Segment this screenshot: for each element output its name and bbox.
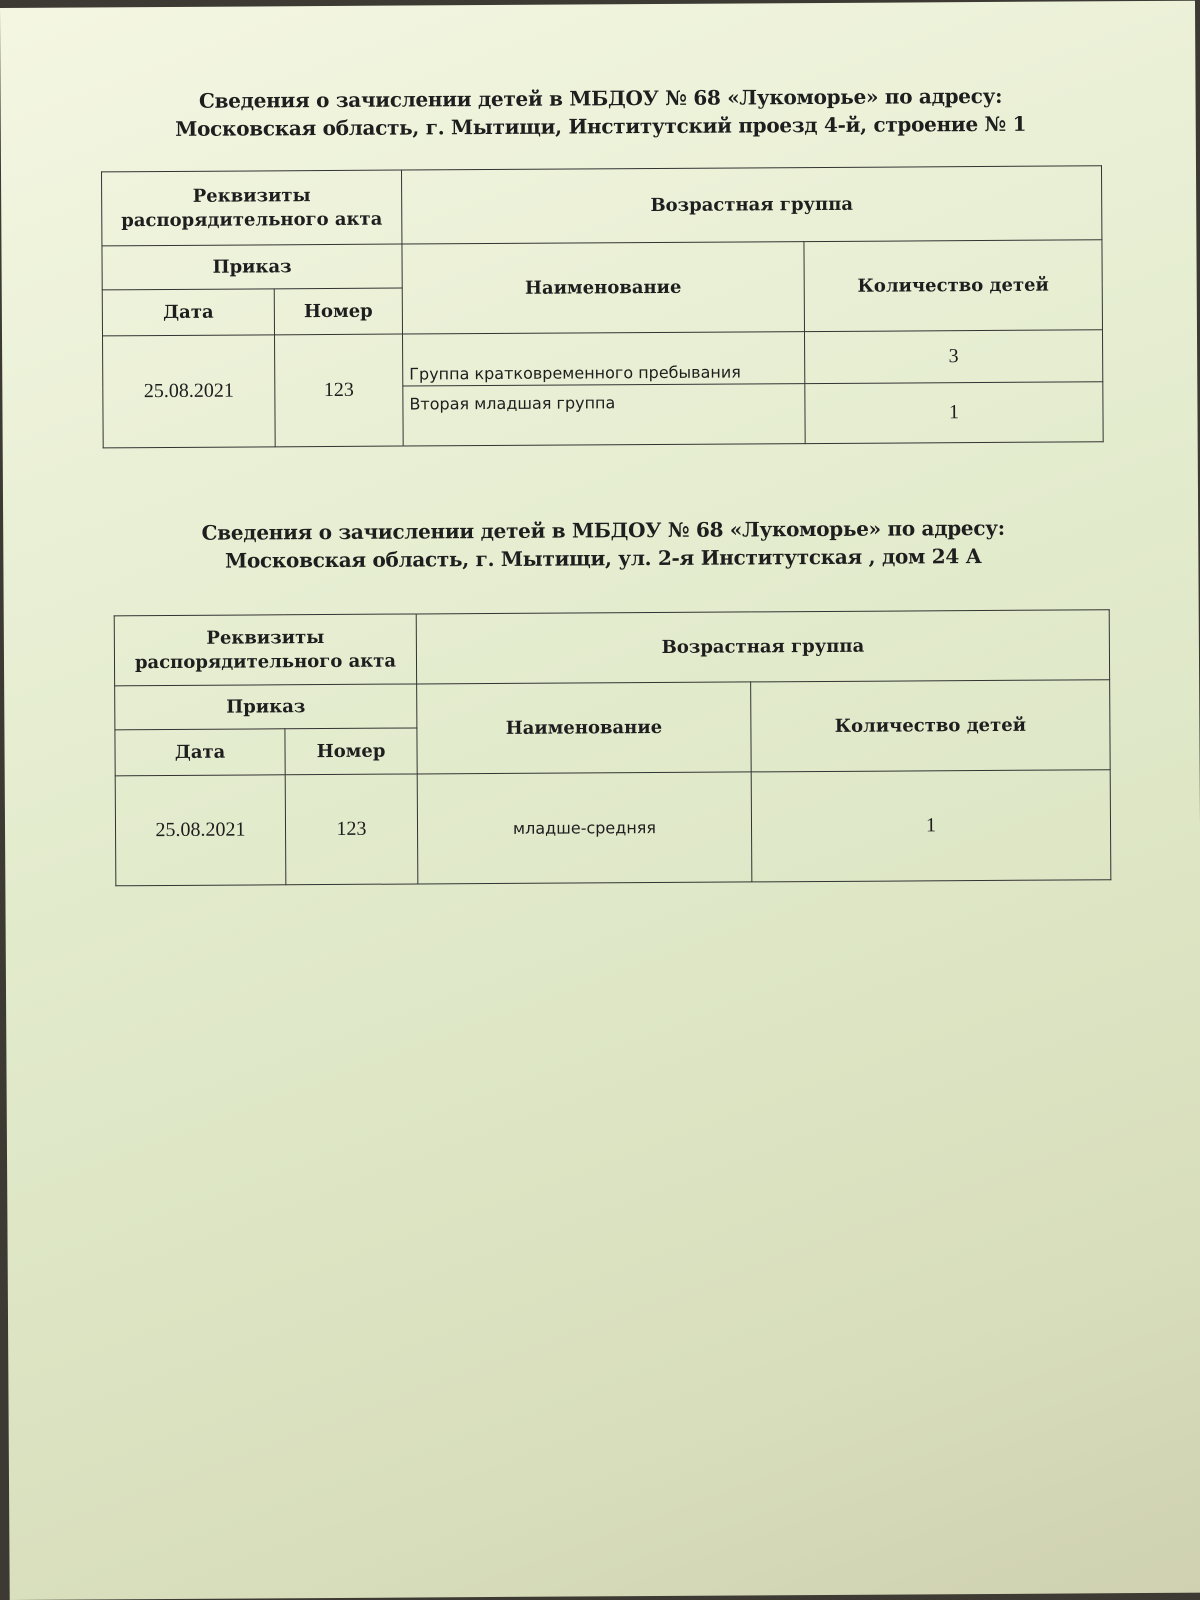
name-header: Наименование (417, 682, 752, 774)
section-2-heading-line1: Сведения о зачислении детей в МБДОУ № 68 «Лукоморье» по адресу: (201, 515, 1005, 545)
group-name: младше-средняя (417, 772, 752, 884)
section-1-heading-line1: Сведения о зачислении детей в МБДОУ № 68 «Лукоморье» по адресу: (198, 83, 1003, 113)
order-header: Приказ (115, 684, 417, 730)
date-header: Дата (115, 729, 285, 776)
count-header: Количество детей (751, 680, 1111, 772)
table-row (103, 330, 1103, 388)
table-row (115, 770, 1111, 886)
order-number: 123 (275, 334, 404, 447)
section-1-table (101, 165, 1104, 448)
section-2-heading-line2: Московская область, г. Мытищи, ул. 2-я Институтская , дом 24 А (225, 544, 982, 573)
age-group-header: Возрастная группа (416, 610, 1109, 684)
number-header: Номер (274, 288, 402, 335)
date-header: Дата (102, 289, 274, 336)
age-group-header: Возрастная группа (401, 166, 1101, 244)
group-name: Вторая младшая группа (403, 384, 805, 446)
table-header-row (102, 166, 1102, 246)
order-number: 123 (285, 774, 418, 885)
count-header: Количество детей (804, 240, 1103, 332)
section-1-heading (100, 81, 1100, 143)
number-header: Номер (285, 728, 417, 775)
table-header-row (102, 240, 1102, 290)
name-header: Наименование (402, 242, 805, 334)
section-1-heading-line2: Московская область, г. Мытищи, Институтский проезд 4-й, строение № 1 (175, 111, 1027, 141)
section-2-table (114, 609, 1112, 886)
children-count: 1 (805, 382, 1103, 444)
table-header-row (114, 610, 1109, 686)
section-2-heading (103, 513, 1103, 575)
document-page (0, 1, 1200, 1600)
order-header: Приказ (102, 244, 402, 290)
children-count: 3 (804, 330, 1102, 384)
order-date: 25.08.2021 (115, 775, 286, 886)
requisites-header: Реквизиты распорядительного акта (102, 170, 402, 246)
table-header-row (115, 680, 1110, 730)
requisites-header: Реквизиты распорядительного акта (114, 614, 416, 686)
children-count: 1 (751, 770, 1111, 882)
order-date: 25.08.2021 (103, 335, 276, 448)
group-name: Группа кратковременного пребывания (402, 332, 804, 386)
